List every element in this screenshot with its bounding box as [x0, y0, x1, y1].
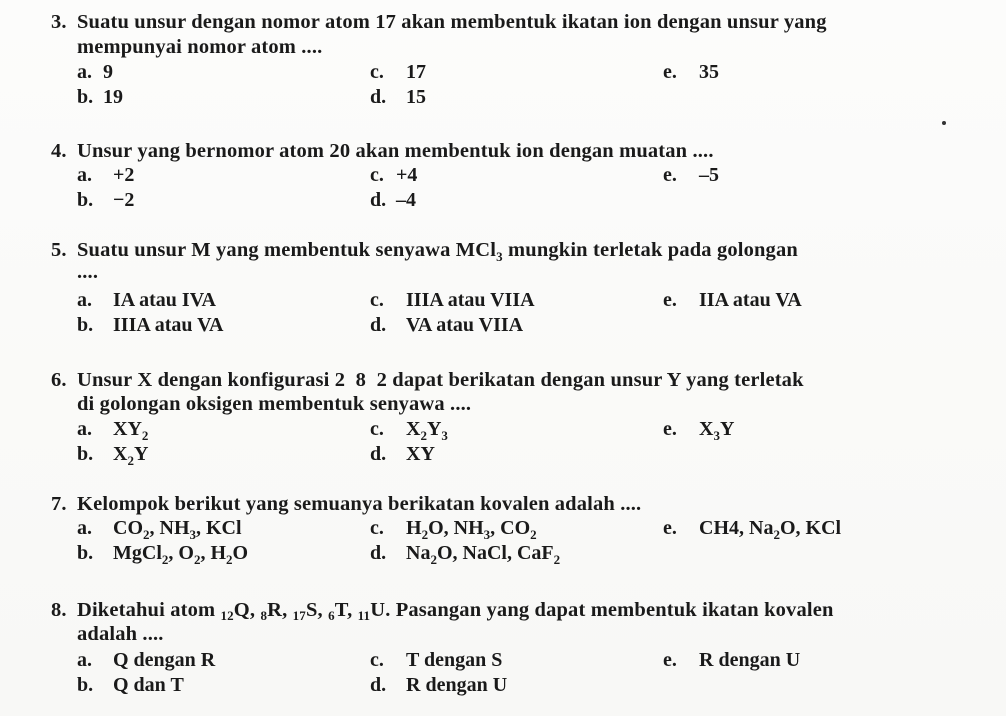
- option-a[interactable]: a. $CO_2$, $NH_3$, KCl: [77, 517, 242, 542]
- stray-dot: [942, 121, 946, 125]
- question-number: 7.: [51, 493, 67, 515]
- option-d[interactable]: d. VA atau VIIA: [370, 314, 524, 336]
- option-e[interactable]: e. –5: [663, 164, 719, 186]
- option-d[interactable]: d. –4: [370, 189, 416, 211]
- question-3-text: 3. Suatu unsur dengan nomor atom 17 akan membentuk ikatan ion dengan unsur yang: [51, 11, 827, 33]
- option-b[interactable]: b. 19: [77, 86, 123, 108]
- option-b[interactable]: b. $X_2Y$: [77, 443, 149, 468]
- question-5-text: 5. Suatu unsur M yang membentuk senyawa MCl$_3$ mungkin terletak pada golongan: [51, 239, 798, 264]
- option-a[interactable]: a. +2: [77, 164, 135, 186]
- option-c[interactable]: c. +4: [370, 164, 418, 186]
- option-c[interactable]: c. T dengan S: [370, 649, 503, 671]
- option-d[interactable]: d. R dengan U: [370, 674, 508, 696]
- option-b[interactable]: b. −2: [77, 189, 135, 211]
- question-3-text-cont: mempunyai nomor atom ....: [77, 36, 323, 58]
- option-b[interactable]: b. IIIA atau VA: [77, 314, 224, 336]
- question-8-text: 8. Diketahui atom 12Q, 8R, 17S, 6T, 11U. Pasangan yang dapat membentuk ikatan kovalen: [51, 599, 834, 623]
- question-6-text-cont: di golongan oksigen membentuk senyawa ....: [77, 393, 472, 415]
- option-a[interactable]: a. $XY_2$: [77, 418, 149, 443]
- option-a[interactable]: a. Q dengan R: [77, 649, 216, 671]
- question-number: 5.: [51, 239, 67, 261]
- option-c[interactable]: c. $X_2Y_3$: [370, 418, 448, 443]
- option-e[interactable]: e. $X_3Y$: [663, 418, 735, 443]
- option-a[interactable]: a. 9: [77, 61, 113, 83]
- question-number: 3.: [51, 11, 67, 33]
- option-b[interactable]: b. MgCl$_2$, $O_2$, $H_2O$: [77, 542, 249, 567]
- question-7-text: 7. Kelompok berikut yang semuanya berikatan kovalen adalah ....: [51, 493, 642, 515]
- question-8-text-cont: adalah ....: [77, 623, 164, 645]
- option-e[interactable]: e. 35: [663, 61, 719, 83]
- option-e[interactable]: e. CH4, $Na_2O$, KCl: [663, 517, 842, 542]
- question-4-text: 4. Unsur yang bernomor atom 20 akan membentuk ion dengan muatan ....: [51, 140, 714, 162]
- question-6-text: 6. Unsur X dengan konfigurasi 2 8 2 dapat berikatan dengan unsur Y yang terletak: [51, 369, 804, 391]
- question-number: 8.: [51, 599, 67, 621]
- question-number: 4.: [51, 140, 67, 162]
- option-e[interactable]: e. IIA atau VA: [663, 289, 802, 311]
- option-b[interactable]: b. Q dan T: [77, 674, 184, 696]
- option-e[interactable]: e. R dengan U: [663, 649, 801, 671]
- option-d[interactable]: d. $Na_2O$, NaCl, CaF$_2$: [370, 542, 561, 567]
- question-5-text-cont: ....: [77, 261, 99, 283]
- option-c[interactable]: c. $H_2O$, $NH_3$, $CO_2$: [370, 517, 537, 542]
- option-a[interactable]: a. IA atau IVA: [77, 289, 216, 311]
- option-c[interactable]: c. 17: [370, 61, 426, 83]
- option-d[interactable]: d. 15: [370, 86, 426, 108]
- option-d[interactable]: d. XY: [370, 443, 435, 465]
- option-c[interactable]: c. IIIA atau VIIA: [370, 289, 535, 311]
- question-number: 6.: [51, 369, 67, 391]
